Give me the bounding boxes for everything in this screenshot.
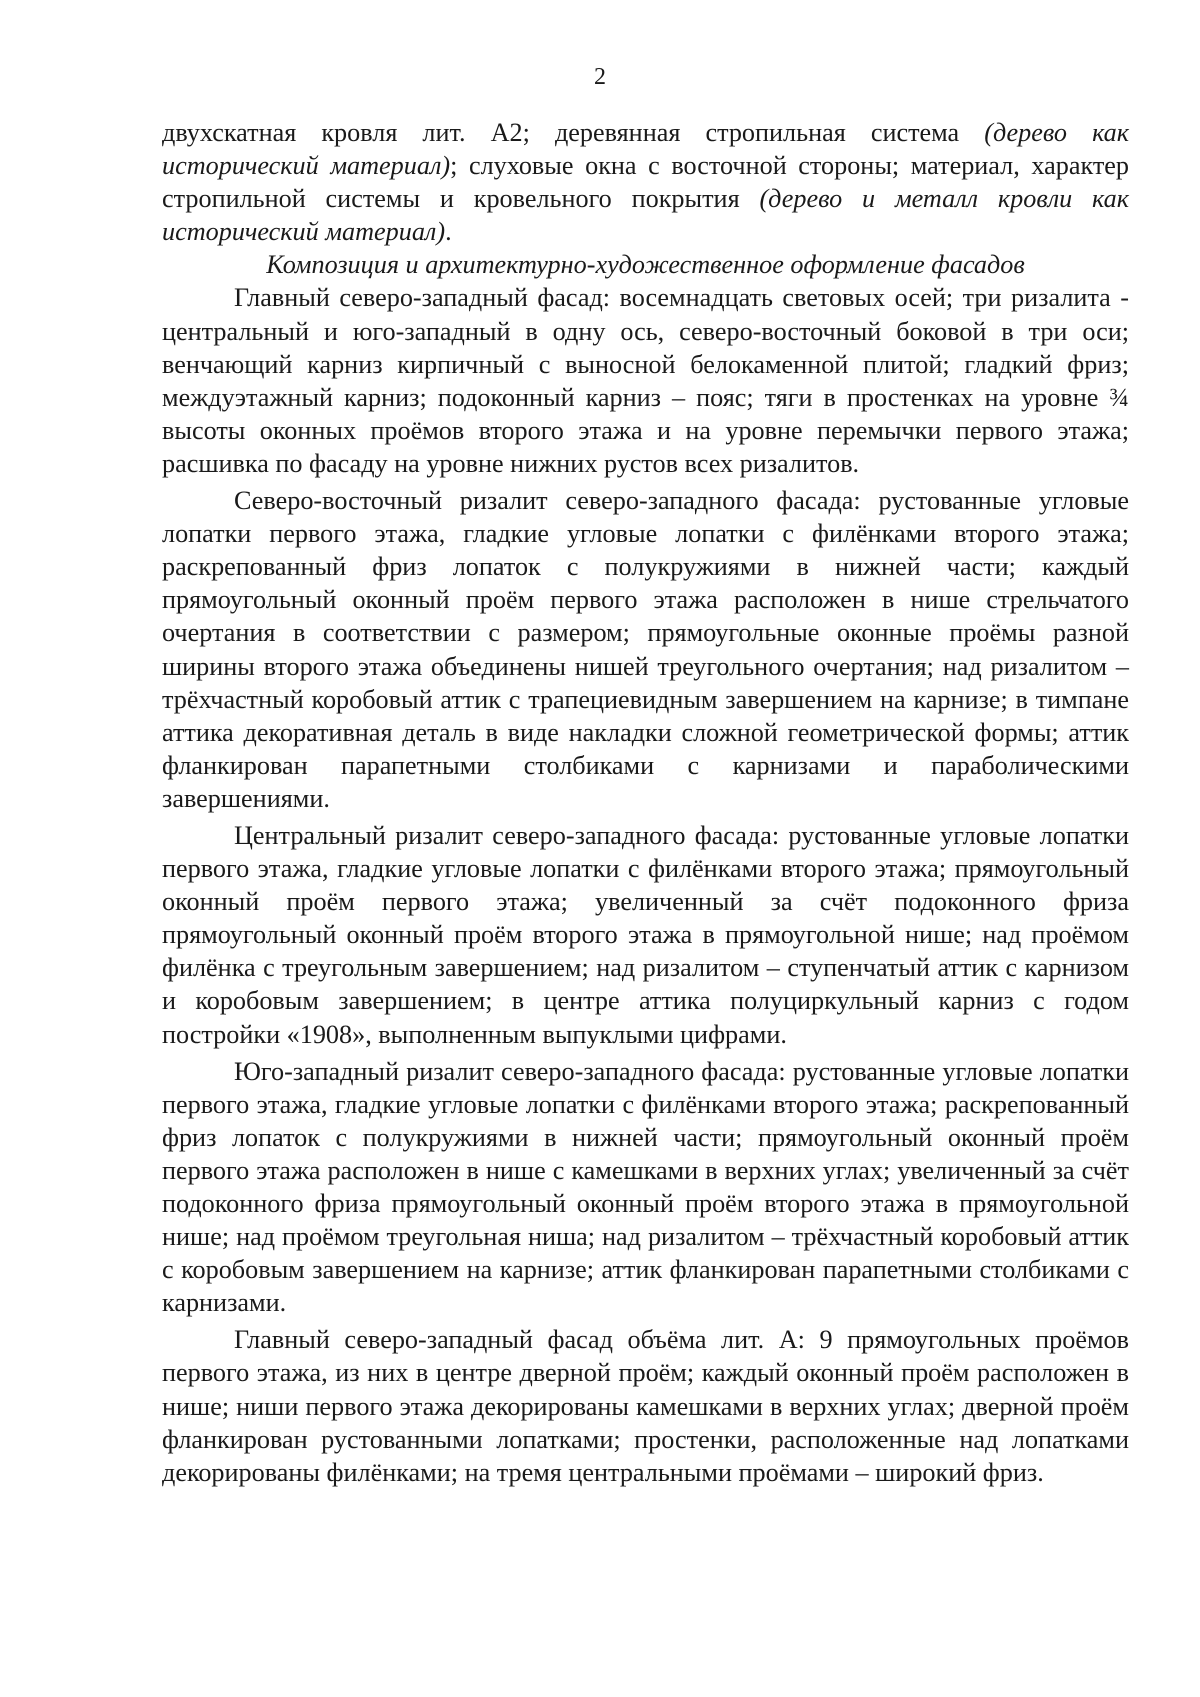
paragraph-roof <box>162 116 1129 248</box>
roof-text-3: . <box>445 217 452 247</box>
section-heading: Композиция и архитектурно-художественное оформление фасадов <box>266 250 1025 280</box>
document-body <box>162 116 1129 1489</box>
paragraph-volume-a: Главный северо-западный фасад объёма лит. А: 9 прямоугольных проёмов первого этажа, из них в центре дверной проём; каждый оконный проём расположен в нише; ниши первого этажа декорированы камешками в верхних углах; дверной проём фланкирован рустованными лопатками; простенки, расположенные над лопатками декорированы филёнками; на тремя центральными проёмами – широкий фриз. <box>162 1325 1129 1487</box>
paragraph-northeast-risalit: Северо-восточный ризалит северо-западного фасада: рустованные угловые лопатки первого этажа, гладкие угловые лопатки с филёнками второго этажа; раскрепованный фриз лопаток с полукружиями в нижней части; каждый прямоугольный оконный проём первого этажа расположен в нише стрельчатого очертания в соответствии с размером; прямоугольные оконные проёмы разной ширины второго этажа объединены нишей треугольного очертания; над ризалитом – трёхчастный коробовый аттик с трапециевидным завершением на карнизе; в тимпане аттика декоративная деталь в виде накладки сложной геометрической формы; аттик фланкирован парапетными столбиками с карнизами и параболическими завершениями. <box>162 486 1129 813</box>
paragraph-main-facade: Главный северо-западный фасад: восемнадцать световых осей; три ризалита - центральный и юго-западный в одну ось, северо-восточный боковой в три оси; венчающий карниз кирпичный с выносной белокаменной плитой; гладкий фриз; междуэтажный карниз; подоконный карниз – пояс; тяги в простенках на уровне ¾ высоты оконных проёмов второго этажа и на уровне перемычки первого этажа; расшивка по фасаду на уровне нижних рустов всех ризалитов. <box>162 283 1129 478</box>
paragraph-central-risalit: Центральный ризалит северо-западного фасада: рустованные угловые лопатки первого этажа, гладкие угловые лопатки с филёнками второго этажа; прямоугольный оконный проём первого этажа; увеличенный за счёт подоконного фриза прямоугольный оконный проём второго этажа в прямоугольной нише; над проёмом филёнка с треугольным завершением; над ризалитом – ступенчатый аттик с карнизом и коробовым завершением; в центре аттика полуциркульный карниз с годом постройки «1908», выполненным выпуклыми цифрами. <box>162 820 1129 1049</box>
roof-text-1: двухскатная кровля лит. А2; деревянная стропильная система <box>162 118 985 147</box>
roof-italic-2: (дерево и металл кровли как исторический материал) <box>162 184 1130 247</box>
roof-italic-1: (дерево как исторический материал) <box>162 118 1130 181</box>
roof-text-2: ; слуховые окна с восточной стороны; материал, характер стропильной системы и кровельного покрытия <box>162 151 1129 214</box>
paragraph-southwest-risalit: Юго-западный ризалит северо-западного фасада: рустованные угловые лопатки первого этажа, гладкие угловые лопатки с филёнками второго этажа; раскрепованный фриз лопаток с полукружиями в нижней части; прямоугольный оконный проём первого этажа расположен в нише с камешками в верхних углах; увеличенный за счёт подоконного фриза прямоугольный оконный проём второго этажа в прямоугольной нише; над проёмом треугольная ниша; над ризалитом – трёхчастный коробовый аттик с коробовым завершением на карнизе; аттик фланкирован парапетными столбиками с карнизами. <box>162 1056 1129 1318</box>
page-number: 2 <box>594 64 606 90</box>
